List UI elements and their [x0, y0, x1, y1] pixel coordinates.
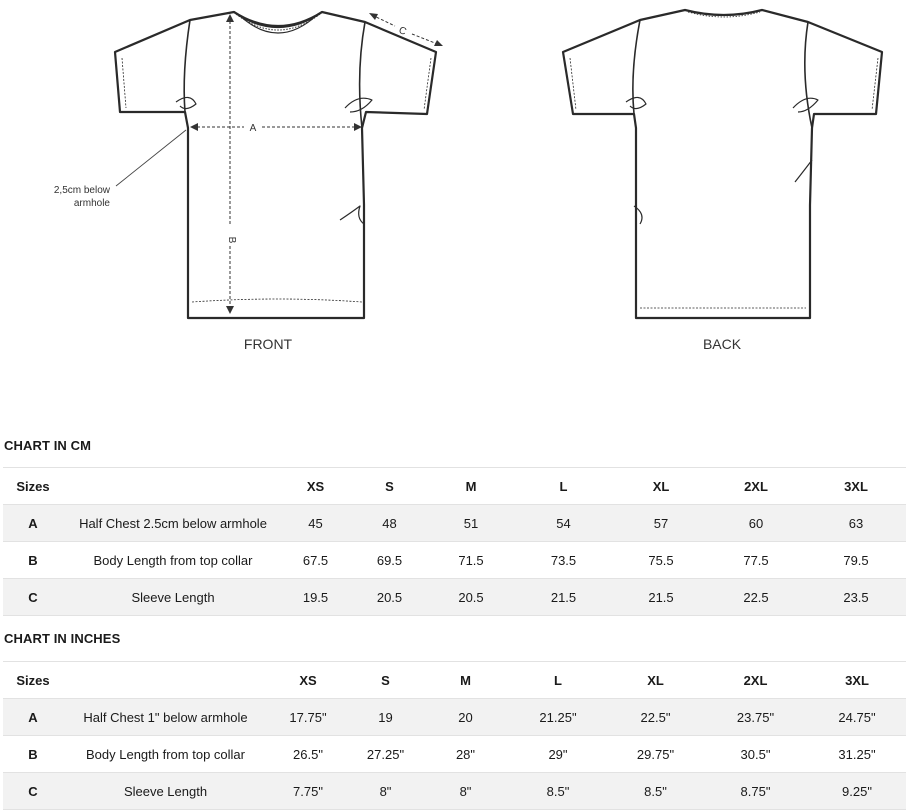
- table-cell: 23.5: [806, 579, 906, 616]
- table-cell: 77.5: [706, 542, 806, 579]
- back-view-label: BACK: [702, 336, 742, 352]
- table-cell: 60: [706, 505, 806, 542]
- table-cell: 17.75": [268, 699, 348, 736]
- table-cell: 8": [423, 773, 508, 810]
- table-cell: 73.5: [511, 542, 616, 579]
- back-tshirt-illustration: [563, 10, 882, 318]
- table-header-row: [3, 468, 906, 505]
- armhole-note-line2: armhole: [73, 198, 110, 209]
- size-header: L: [508, 662, 608, 699]
- size-header: 3XL: [808, 662, 906, 699]
- size-header: XS: [268, 662, 348, 699]
- size-header: 2XL: [706, 468, 806, 505]
- row-code: C: [3, 773, 63, 810]
- table-cell: 8.5": [608, 773, 703, 810]
- table-cell: 23.75": [703, 699, 808, 736]
- armhole-note-leader: [116, 130, 186, 186]
- table-cell: 54: [511, 505, 616, 542]
- table-cell: 8.75": [703, 773, 808, 810]
- size-header: 2XL: [703, 662, 808, 699]
- front-view-label: FRONT: [243, 336, 293, 352]
- front-tshirt-illustration: [115, 12, 436, 318]
- sizes-header: Sizes: [3, 662, 63, 699]
- chart-cm-title: CHART IN CM: [4, 438, 92, 453]
- table-row: [3, 736, 906, 773]
- sizes-header: Sizes: [3, 468, 63, 505]
- table-cell: 7.75": [268, 773, 348, 810]
- table-cell: 22.5: [706, 579, 806, 616]
- marker-a: A: [249, 123, 257, 134]
- marker-c: C: [397, 24, 408, 38]
- table-cell: 21.25": [508, 699, 608, 736]
- table-cell: 9.25": [808, 773, 906, 810]
- table-row: [3, 699, 906, 736]
- table-cell: 71.5: [431, 542, 511, 579]
- table-cell: 8.5": [508, 773, 608, 810]
- chart-inches-title: CHART IN INCHES: [4, 631, 121, 646]
- size-header: M: [431, 468, 511, 505]
- table-row: [3, 505, 906, 542]
- table-cell: 69.5: [348, 542, 431, 579]
- row-label: Body Length from top collar: [63, 542, 283, 579]
- row-label: Sleeve Length: [63, 579, 283, 616]
- table-cell: 21.5: [616, 579, 706, 616]
- size-header: 3XL: [806, 468, 906, 505]
- table-cell: 63: [806, 505, 906, 542]
- table-cell: 19: [348, 699, 423, 736]
- table-cell: 20.5: [348, 579, 431, 616]
- row-code: B: [3, 736, 63, 773]
- row-code: C: [3, 579, 63, 616]
- table-cell: 51: [431, 505, 511, 542]
- table-row: [3, 773, 906, 810]
- table-cell: 45: [283, 505, 348, 542]
- table-cell: 30.5": [703, 736, 808, 773]
- size-header: XL: [608, 662, 703, 699]
- armhole-note-line1: 2,5cm below: [53, 185, 110, 196]
- table-cell: 24.75": [808, 699, 906, 736]
- table-cell: 67.5: [283, 542, 348, 579]
- table-cell: 31.25": [808, 736, 906, 773]
- chart-inches-table: [3, 661, 906, 810]
- row-label: Half Chest 2.5cm below armhole: [63, 505, 283, 542]
- table-cell: 29": [508, 736, 608, 773]
- row-code: B: [3, 542, 63, 579]
- row-code: A: [3, 505, 63, 542]
- marker-b: B: [226, 236, 237, 244]
- table-cell: 75.5: [616, 542, 706, 579]
- table-header-row: [3, 662, 906, 699]
- table-row: [3, 579, 906, 616]
- row-label: Sleeve Length: [63, 773, 268, 810]
- table-cell: 8": [348, 773, 423, 810]
- size-header: L: [511, 468, 616, 505]
- size-header: XL: [616, 468, 706, 505]
- size-header: M: [423, 662, 508, 699]
- table-cell: 27.25": [348, 736, 423, 773]
- table-row: [3, 542, 906, 579]
- size-header: S: [348, 468, 431, 505]
- table-cell: 20.5: [431, 579, 511, 616]
- table-cell: 48: [348, 505, 431, 542]
- table-cell: 28": [423, 736, 508, 773]
- table-cell: 20: [423, 699, 508, 736]
- table-cell: 79.5: [806, 542, 906, 579]
- row-label: Body Length from top collar: [63, 736, 268, 773]
- row-label: Half Chest 1" below armhole: [63, 699, 268, 736]
- table-cell: 22.5": [608, 699, 703, 736]
- table-cell: 57: [616, 505, 706, 542]
- table-cell: 19.5: [283, 579, 348, 616]
- table-cell: 26.5": [268, 736, 348, 773]
- label-header: [63, 468, 283, 505]
- size-header: S: [348, 662, 423, 699]
- size-header: XS: [283, 468, 348, 505]
- label-header: [63, 662, 268, 699]
- row-code: A: [3, 699, 63, 736]
- table-cell: 21.5: [511, 579, 616, 616]
- table-cell: 29.75": [608, 736, 703, 773]
- chart-cm-table: [3, 467, 906, 616]
